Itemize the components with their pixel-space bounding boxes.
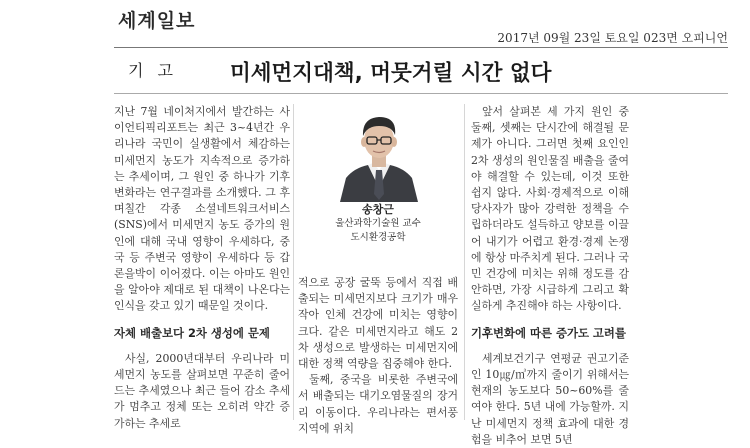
author-name: 송창근	[362, 203, 394, 216]
article-headline: 미세먼지대책, 머뭇거릴 시간 없다	[230, 61, 552, 86]
author-affiliation: 울산과학기술원 교수	[335, 218, 421, 229]
article-column-1	[114, 104, 290, 432]
paragraph: 지난 7월 네이처지에서 발간하는 사이언티픽리포트는 최근 3~4년간 우리나라 국민이 실생활에서 체감하는 미세먼지 농도가 지속적으로 증가하는 추세이며, 그 원인 중 하나가 기후변화라는 연구결과를 소개했다. 그 후 며칠간 각종 소셜네트워크서비스(SNS)에서 미세먼지 농도 증가의 원인에 대해 국내 영향이 우세하다, 중국 등 주변국 영향이 우세하다 등 갑론을박이 이어졌다. 이는 아마도 원인을 알아야 제대로 된 대책이 나온다는 인식을 갖고 있기 때문일 것이다.	[114, 105, 290, 313]
top-rule	[114, 47, 728, 48]
headline-rule	[114, 93, 728, 94]
column-divider	[464, 104, 465, 420]
section-label: 기고	[128, 61, 187, 80]
article-column-3	[471, 104, 629, 448]
author-department: 도시환경공학	[350, 232, 406, 243]
author-caption	[298, 203, 458, 245]
paragraph: 적으로 공장 굴뚝 등에서 직접 배출되는 미세먼지보다 크기가 매우 작아 인체 건강에 미치는 영향이 크다. 같은 미세먼지라고 해도 2차 생성으로 발생하는 미세먼지에 대한 정책 역량을 집중해야 한다.	[298, 276, 458, 371]
paragraph: 세계보건기구 연평균 권고기준인 10㎍/㎥까지 줄이기 위해서는 현재의 농도보다 50~60%를 줄여야 한다. 5년 내에 가능할까. 지난 미세먼지 정책 효과에 대한 경험을 비추어 보면 5년	[471, 351, 629, 446]
paragraph: 앞서 살펴본 세 가지 원인 중 둘째, 셋째는 단시간에 해결될 문제가 아니다. 그러면 첫째 요인인 2차 생성의 원인물질 배출을 줄여야 해결할 수 있는데, 이것 또한 쉽지 않다. 사회·경제적으로 이해당사자가 많아 강력한 정책을 수립하더라도 설득하고 양보를 이끌어 내기가 어렵고 환경·경제 논쟁에 항상 마주치게 된다. 그러나 국민 건강에 미치는 위해 정도를 감안하면, 가장 시급하게 그리고 확실하게 추진해야 하는 사항이다.	[471, 105, 629, 313]
paragraph: 둘째, 중국을 비롯한 주변국에서 배출되는 대기오염물질의 장거리 이동이다. 우리나라는 편서풍 지역에 위치	[298, 373, 458, 435]
subheading: 기후변화에 따른 증가도 고려를	[471, 325, 626, 340]
author-portrait-image	[302, 104, 456, 202]
newspaper-masthead: 세계일보	[118, 10, 196, 32]
paragraph: 사실, 2000년대부터 우리나라 미세먼지 농도를 살펴보면 꾸준히 줄어드는 추세였으나 최근 들어 감소 추세가 멈추고 정체 또는 오히려 약간 증가하는 추세로	[114, 351, 290, 430]
dateline: 2017년 09월 23일 토요일 023면 오피니언	[497, 31, 728, 45]
column-divider	[293, 104, 294, 420]
article-column-2	[298, 275, 458, 437]
subheading: 자체 배출보다 2차 생성에 문제	[114, 325, 270, 340]
author-photo	[302, 104, 456, 202]
